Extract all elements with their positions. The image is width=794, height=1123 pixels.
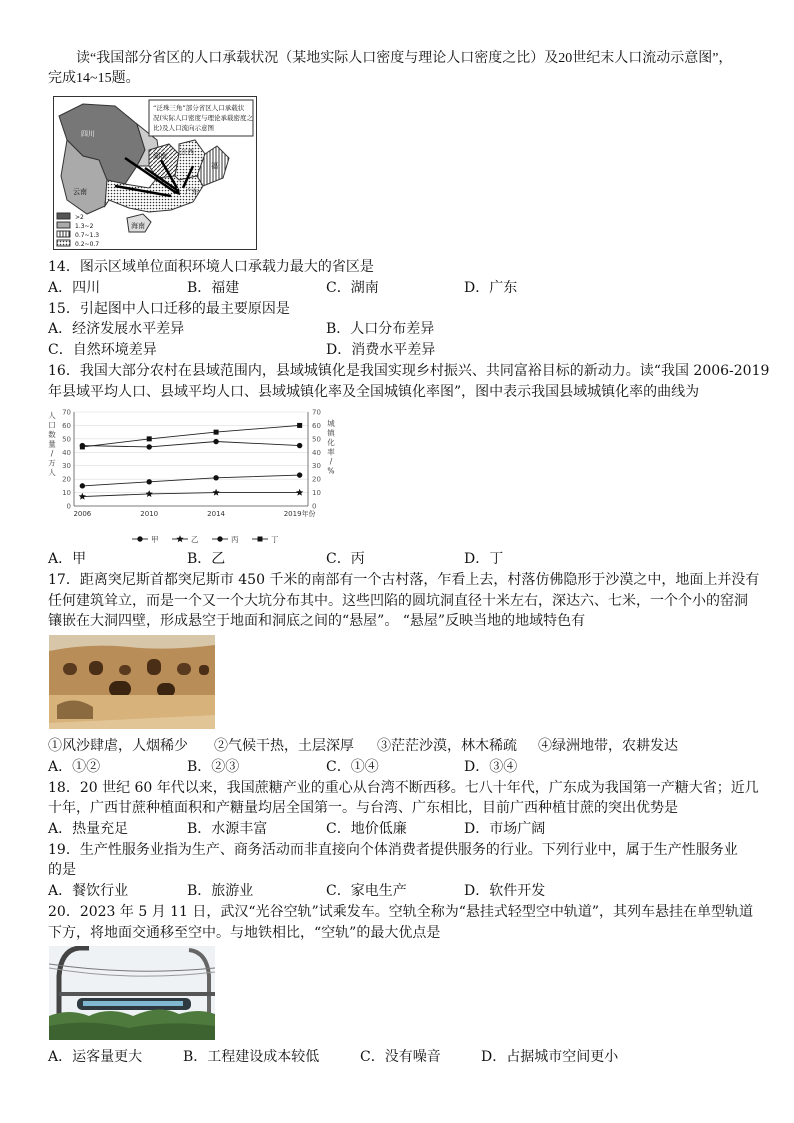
y-right-tick-50: 50 (312, 435, 321, 444)
q17-statement-2: ②气候干热，土层深厚 (214, 738, 354, 754)
q18-option-c[interactable]: C．地价低廉 (326, 821, 407, 837)
q15-options-row-2 (48, 342, 768, 358)
label-sichuan: 四川 (81, 130, 95, 138)
legend-marker-丙 (217, 536, 222, 541)
population-map (53, 96, 257, 250)
y-right-tick-0: 0 (312, 502, 317, 511)
q17-statement-1: ①风沙肆虐，人烟稀少 (48, 738, 188, 754)
point-乙-2010 (146, 490, 153, 497)
legend-swatch-2 (57, 222, 70, 228)
point-丙-2010 (147, 479, 152, 484)
q19-stem-line-2: 的是 (48, 862, 76, 878)
q20-option-c[interactable]: C．没有噪音 (360, 1049, 441, 1065)
y-left-label-char: / (50, 449, 54, 458)
q18-option-d[interactable]: D．市场广阔 (464, 821, 546, 837)
intro-line-2: 完成14~15题。 (48, 71, 140, 86)
label-jiangxi: 江西 (181, 148, 194, 156)
y-right-tick-20: 20 (312, 475, 321, 484)
q17-option-d[interactable]: D．③④ (464, 759, 518, 775)
point-丁-2014 (214, 430, 219, 435)
legend-label-丁: 丁 (271, 535, 279, 544)
legend-label-4: 0.2~0.7 (75, 241, 100, 248)
q17-options (48, 759, 768, 775)
y-right-tick-30: 30 (312, 462, 321, 471)
point-甲-2019 (297, 443, 302, 448)
legend-label-1: >2 (75, 214, 84, 221)
q20-options (48, 1049, 768, 1065)
point-乙-2014 (212, 489, 219, 496)
q15-option-a[interactable]: A．经济发展水平差异 (48, 321, 185, 337)
q16-option-c[interactable]: C．丙 (326, 551, 365, 567)
q17-option-a[interactable]: A．①② (48, 759, 101, 775)
label-hunan: 湖南 (153, 152, 167, 160)
label-fujian: 福 (211, 162, 218, 170)
q20-stem-line-1: 20．2023 年 5 月 11 日，武汉“光谷空轨”试乘发车。空轨全称为“悬挂式轻型空中轨道”，其列车悬挂在单型轨道 (48, 904, 754, 920)
q15-options-row-1 (48, 321, 768, 337)
q19-option-a[interactable]: A．餐饮行业 (48, 883, 129, 899)
q18-option-b[interactable]: B．水源丰富 (187, 821, 268, 837)
q18-stem-line-1: 18．20 世纪 60 年代以来，我国蔗糖产业的重心从台湾不断西移。七八十年代，广东成为我国第一产糖大省；近几 (48, 780, 759, 796)
q19-options (48, 883, 768, 899)
y-left-tick-60: 60 (62, 421, 71, 430)
q16-stem-line-2: 年县域平均人口、县域平均人口、县域城镇化率及全国城镇化率图”，图中表示我国县域城镇化率的曲线为 (48, 384, 700, 400)
q16-options (48, 551, 768, 567)
legend-swatch-4 (57, 240, 70, 246)
legend-swatch-1 (57, 213, 70, 219)
y-left-label-char: 数 (48, 430, 56, 439)
y-left-label-char: 人 (48, 468, 56, 477)
point-丙-2006 (80, 483, 85, 488)
y-left-label-char: 口 (48, 420, 56, 430)
series-line-甲 (82, 442, 299, 447)
x-tick-2006: 2006 (73, 510, 92, 518)
q19-option-c[interactable]: C．家电生产 (326, 883, 407, 899)
x-tick-2014: 2014 (207, 510, 225, 518)
q17-stem-line-1: 17．距离突尼斯首都突尼斯市 450 千米的南部有一个古村落，乍看上去，村落仿佛隐形于沙漠之中，地面上并没有 (48, 572, 760, 588)
y-left-label-char: 量 (48, 439, 56, 449)
q16-option-b[interactable]: B．乙 (187, 551, 226, 567)
q15-option-c[interactable]: C．自然环境差异 (48, 342, 157, 358)
map-title-line-3: 比)及人口流向示意图 (153, 124, 215, 132)
y-left-tick-50: 50 (62, 435, 71, 444)
q14-option-a[interactable]: A．四川 (48, 280, 101, 296)
y-right-label-char: 城 (327, 419, 335, 428)
series-line-乙 (82, 493, 299, 497)
x-tick-2010: 2010 (140, 510, 159, 518)
y-right-label-char: 化 (327, 438, 335, 447)
q14-option-b[interactable]: B．福建 (187, 280, 240, 296)
q17-option-c[interactable]: C．①④ (326, 759, 379, 775)
q16-stem-line-1: 16．我国大部分农村在县域范围内，县域城镇化是我国实现乡村振兴、共同富裕目标的新动力。读“我国 2006-2019 (48, 363, 770, 379)
y-left-label-char: 万 (48, 458, 56, 468)
q19-stem-line-1: 19．生产性服务业指为生产、商务活动而非直接向个体消费者提供服务的行业。下列行业中，属于生产性服务业 (48, 842, 738, 858)
map-title-line-2: 况(实际人口密度与理论承载密度之 (153, 114, 254, 122)
q19-option-b[interactable]: B．旅游业 (187, 883, 254, 899)
q20-option-a[interactable]: A．运客量更大 (48, 1049, 143, 1065)
map-title-line-1: “泛珠三角”部分省区人口承载状 (153, 104, 245, 112)
q14-options (48, 280, 768, 296)
q17-statement-4: ④绿洲地带，农耕发达 (538, 738, 678, 754)
q14-option-c[interactable]: C．湖南 (326, 280, 379, 296)
legend-marker-乙 (176, 535, 183, 542)
q18-option-a[interactable]: A．热量充足 (48, 821, 129, 837)
x-tick-2019: 2019年份 (283, 510, 316, 518)
q15-option-b[interactable]: B．人口分布差异 (326, 321, 435, 337)
y-right-label-char: 率 (327, 447, 335, 457)
q15-option-d[interactable]: D．消费水平差异 (326, 342, 436, 358)
q18-stem-line-2: 十年，广西甘蔗种植面积和产糖量均居全国第一。与台湾、广东相比，目前广西种植甘蔗的突出优势是 (48, 800, 678, 816)
q17-statement-3: ③茫茫沙漠，林木稀疏 (377, 738, 517, 754)
y-left-tick-20: 20 (62, 475, 71, 484)
tunisia-cave-dwelling-photo (49, 635, 215, 729)
point-乙-2006 (79, 493, 86, 500)
point-丙-2019 (297, 472, 302, 477)
q17-statements (48, 738, 768, 754)
q18-options (48, 821, 768, 837)
legend-label-3: 0.7~1.3 (75, 232, 100, 239)
skyrail-photo (49, 946, 215, 1040)
q20-option-d[interactable]: D．占据城市空间更小 (481, 1049, 619, 1065)
q20-stem-line-2: 下方，将地面交通移至空中。与地铁相比，“空轨”的最大优点是 (48, 925, 441, 941)
label-yunnan: 云南 (73, 188, 87, 196)
y-right-tick-60: 60 (312, 421, 321, 430)
legend-marker-丁 (258, 537, 263, 542)
q17-stem-line-2: 任何建筑耸立，而是一个又一个大坑分布其中。这些凹陷的圆坑洞直径十米左右，深达六、七米，一个个小的窑洞 (48, 593, 748, 609)
y-right-tick-70: 70 (312, 408, 321, 417)
y-left-tick-40: 40 (62, 448, 71, 457)
point-乙-2019 (296, 489, 303, 496)
q14-option-d[interactable]: D．广东 (464, 280, 518, 296)
y-left-tick-10: 10 (62, 489, 71, 498)
q16-option-a[interactable]: A．甲 (48, 551, 87, 567)
point-丙-2014 (213, 475, 218, 480)
intro-line-1: 读“我国部分省区的人口承载状况（某地实际人口密度与理论人口密度之比）及20世纪末人口流动示意图”， (76, 51, 733, 66)
y-right-tick-40: 40 (312, 448, 321, 457)
point-甲-2014 (213, 439, 218, 444)
q16-option-d[interactable]: D．丁 (464, 551, 504, 567)
label-hainan: 海南 (131, 222, 145, 230)
point-甲-2010 (147, 444, 152, 449)
y-right-tick-10: 10 (312, 489, 321, 498)
y-right-label-char: % (327, 466, 335, 476)
q17-option-b[interactable]: B．②③ (187, 759, 240, 775)
series-line-丙 (82, 475, 299, 486)
y-left-tick-0: 0 (66, 502, 71, 511)
q17-stem-line-3: 镶嵌在大洞四壁，形成悬空于地面和洞底之间的“悬屋”。 “悬屋”反映当地的地域特色有 (48, 613, 586, 629)
q15-stem: 15．引起图中人口迁移的最主要原因是 (48, 301, 290, 317)
y-right-label-char: / (329, 457, 333, 466)
legend-swatch-3 (57, 231, 70, 237)
legend-label-甲: 甲 (151, 535, 159, 544)
y-left-label-char: 人 (48, 411, 56, 420)
q20-option-b[interactable]: B．工程建设成本较低 (183, 1049, 320, 1065)
legend-label-2: 1.3~2 (75, 223, 94, 230)
point-丁-2006 (80, 444, 85, 449)
urbanization-chart (46, 404, 338, 546)
q14-stem: 14．图示区域单位面积环境人口承载力最大的省区是 (48, 259, 374, 275)
y-left-tick-70: 70 (62, 408, 71, 417)
y-right-label-char: 镇 (327, 428, 335, 438)
point-丁-2019 (297, 423, 302, 428)
y-left-tick-30: 30 (62, 462, 71, 471)
legend-label-乙: 乙 (191, 535, 199, 544)
label-guangdong: 广东 (185, 188, 199, 196)
point-丁-2010 (147, 436, 152, 441)
q19-option-d[interactable]: D．软件开发 (464, 883, 546, 899)
legend-marker-甲 (137, 536, 142, 541)
legend-label-丙: 丙 (231, 535, 239, 544)
